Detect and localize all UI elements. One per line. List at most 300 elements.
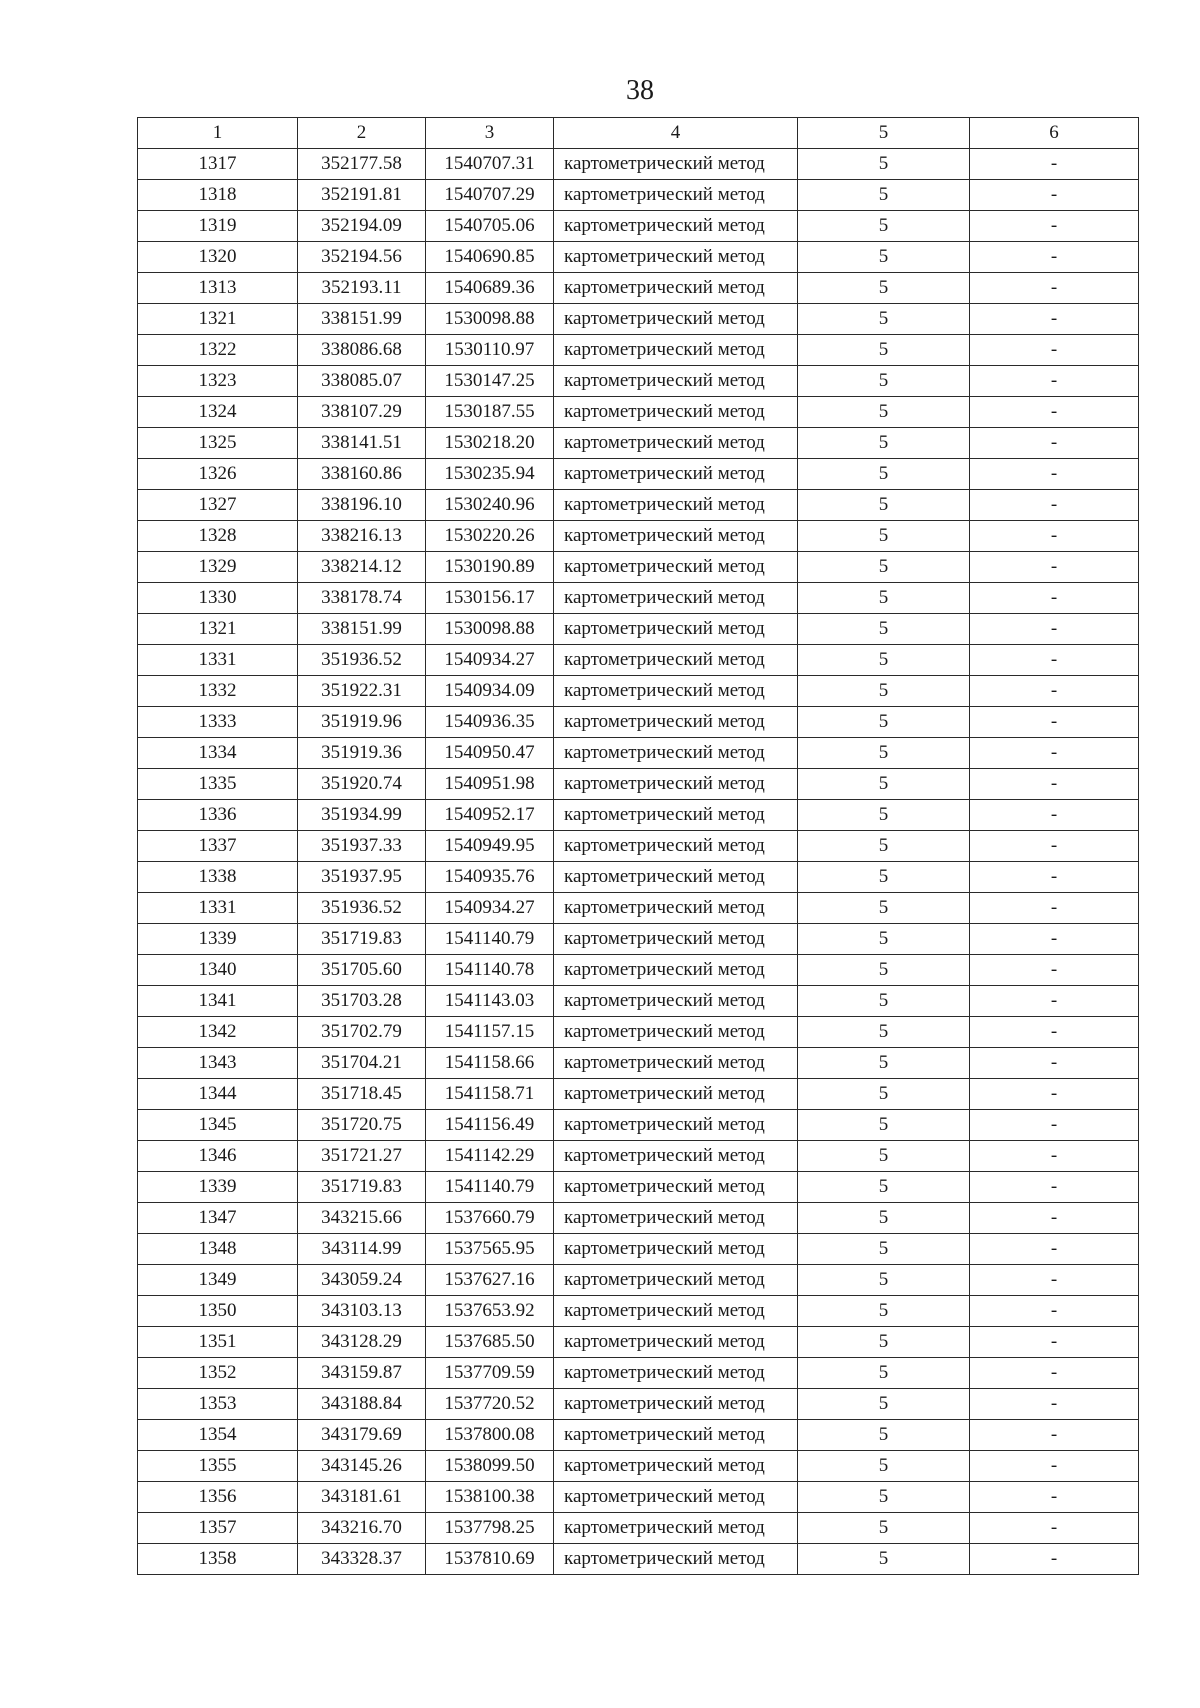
- x-coordinate-cell: 338160.86: [298, 459, 426, 490]
- point-number-cell: 1356: [138, 1482, 298, 1513]
- y-coordinate-cell: 1540935.76: [426, 862, 554, 893]
- description-cell: -: [970, 1017, 1139, 1048]
- description-cell: -: [970, 1327, 1139, 1358]
- x-coordinate-cell: 351920.74: [298, 769, 426, 800]
- table-row: [138, 1296, 1139, 1327]
- method-cell: картометрический метод: [554, 614, 798, 645]
- x-coordinate-cell: 351703.28: [298, 986, 426, 1017]
- y-coordinate-cell: 1537565.95: [426, 1234, 554, 1265]
- method-cell: картометрический метод: [554, 769, 798, 800]
- table-row: [138, 552, 1139, 583]
- method-cell: картометрический метод: [554, 645, 798, 676]
- y-coordinate-cell: 1540934.09: [426, 676, 554, 707]
- accuracy-cell: 5: [798, 521, 970, 552]
- point-number-cell: 1352: [138, 1358, 298, 1389]
- description-cell: -: [970, 862, 1139, 893]
- x-coordinate-cell: 343181.61: [298, 1482, 426, 1513]
- x-coordinate-cell: 338214.12: [298, 552, 426, 583]
- point-number-cell: 1358: [138, 1544, 298, 1575]
- table-row: [138, 1110, 1139, 1141]
- y-coordinate-cell: 1540936.35: [426, 707, 554, 738]
- method-cell: картометрический метод: [554, 459, 798, 490]
- description-cell: -: [970, 769, 1139, 800]
- accuracy-cell: 5: [798, 1141, 970, 1172]
- method-cell: картометрический метод: [554, 397, 798, 428]
- method-cell: картометрический метод: [554, 304, 798, 335]
- y-coordinate-cell: 1541158.66: [426, 1048, 554, 1079]
- point-number-cell: 1317: [138, 149, 298, 180]
- accuracy-cell: 5: [798, 738, 970, 769]
- method-cell: картометрический метод: [554, 583, 798, 614]
- point-number-cell: 1336: [138, 800, 298, 831]
- x-coordinate-cell: 351922.31: [298, 676, 426, 707]
- table-row: [138, 769, 1139, 800]
- y-coordinate-cell: 1540707.31: [426, 149, 554, 180]
- method-cell: картометрический метод: [554, 1420, 798, 1451]
- table-row: [138, 1420, 1139, 1451]
- page-number: 38: [626, 75, 654, 106]
- table-row: [138, 1513, 1139, 1544]
- accuracy-cell: 5: [798, 1203, 970, 1234]
- y-coordinate-cell: 1541156.49: [426, 1110, 554, 1141]
- method-cell: картометрический метод: [554, 676, 798, 707]
- x-coordinate-cell: 352193.11: [298, 273, 426, 304]
- description-cell: -: [970, 211, 1139, 242]
- table-row: [138, 490, 1139, 521]
- x-coordinate-cell: 343215.66: [298, 1203, 426, 1234]
- description-cell: -: [970, 924, 1139, 955]
- description-cell: -: [970, 800, 1139, 831]
- accuracy-cell: 5: [798, 1544, 970, 1575]
- method-cell: картометрический метод: [554, 707, 798, 738]
- point-number-cell: 1344: [138, 1079, 298, 1110]
- method-cell: картометрический метод: [554, 1234, 798, 1265]
- method-cell: картометрический метод: [554, 490, 798, 521]
- description-cell: -: [970, 242, 1139, 273]
- description-cell: -: [970, 986, 1139, 1017]
- point-number-cell: 1343: [138, 1048, 298, 1079]
- x-coordinate-cell: 351936.52: [298, 645, 426, 676]
- method-cell: картометрический метод: [554, 1513, 798, 1544]
- accuracy-cell: 5: [798, 676, 970, 707]
- method-cell: картометрический метод: [554, 986, 798, 1017]
- column-header: 1: [138, 118, 298, 149]
- accuracy-cell: 5: [798, 1017, 970, 1048]
- column-header: 2: [298, 118, 426, 149]
- table-row: [138, 1327, 1139, 1358]
- table-row: [138, 304, 1139, 335]
- description-cell: -: [970, 459, 1139, 490]
- point-number-cell: 1320: [138, 242, 298, 273]
- table-row: [138, 1141, 1139, 1172]
- accuracy-cell: 5: [798, 1358, 970, 1389]
- accuracy-cell: 5: [798, 335, 970, 366]
- point-number-cell: 1326: [138, 459, 298, 490]
- x-coordinate-cell: 352177.58: [298, 149, 426, 180]
- accuracy-cell: 5: [798, 1079, 970, 1110]
- description-cell: -: [970, 1482, 1139, 1513]
- accuracy-cell: 5: [798, 397, 970, 428]
- description-cell: -: [970, 335, 1139, 366]
- column-header: 6: [970, 118, 1139, 149]
- table-row: [138, 335, 1139, 366]
- method-cell: картометрический метод: [554, 335, 798, 366]
- description-cell: -: [970, 1234, 1139, 1265]
- description-cell: -: [970, 645, 1139, 676]
- point-number-cell: 1325: [138, 428, 298, 459]
- y-coordinate-cell: 1537685.50: [426, 1327, 554, 1358]
- y-coordinate-cell: 1530235.94: [426, 459, 554, 490]
- y-coordinate-cell: 1530098.88: [426, 304, 554, 335]
- x-coordinate-cell: 343188.84: [298, 1389, 426, 1420]
- accuracy-cell: 5: [798, 273, 970, 304]
- y-coordinate-cell: 1537798.25: [426, 1513, 554, 1544]
- y-coordinate-cell: 1540951.98: [426, 769, 554, 800]
- description-cell: -: [970, 1172, 1139, 1203]
- table-row: [138, 893, 1139, 924]
- y-coordinate-cell: 1530110.97: [426, 335, 554, 366]
- point-number-cell: 1330: [138, 583, 298, 614]
- y-coordinate-cell: 1530147.25: [426, 366, 554, 397]
- description-cell: -: [970, 738, 1139, 769]
- x-coordinate-cell: 343179.69: [298, 1420, 426, 1451]
- accuracy-cell: 5: [798, 1172, 970, 1203]
- accuracy-cell: 5: [798, 552, 970, 583]
- column-header: 4: [554, 118, 798, 149]
- accuracy-cell: 5: [798, 1296, 970, 1327]
- description-cell: -: [970, 1420, 1139, 1451]
- table-row: [138, 1389, 1139, 1420]
- description-cell: -: [970, 831, 1139, 862]
- point-number-cell: 1342: [138, 1017, 298, 1048]
- point-number-cell: 1313: [138, 273, 298, 304]
- y-coordinate-cell: 1540934.27: [426, 645, 554, 676]
- accuracy-cell: 5: [798, 645, 970, 676]
- point-number-cell: 1349: [138, 1265, 298, 1296]
- table-row: [138, 676, 1139, 707]
- accuracy-cell: 5: [798, 304, 970, 335]
- method-cell: картометрический метод: [554, 180, 798, 211]
- y-coordinate-cell: 1537660.79: [426, 1203, 554, 1234]
- x-coordinate-cell: 351720.75: [298, 1110, 426, 1141]
- point-number-cell: 1351: [138, 1327, 298, 1358]
- accuracy-cell: 5: [798, 1482, 970, 1513]
- description-cell: -: [970, 366, 1139, 397]
- table-row: [138, 211, 1139, 242]
- description-cell: -: [970, 304, 1139, 335]
- description-cell: -: [970, 1203, 1139, 1234]
- method-cell: картометрический метод: [554, 1110, 798, 1141]
- table-row: [138, 1203, 1139, 1234]
- x-coordinate-cell: 338151.99: [298, 614, 426, 645]
- accuracy-cell: 5: [798, 893, 970, 924]
- x-coordinate-cell: 338178.74: [298, 583, 426, 614]
- point-number-cell: 1348: [138, 1234, 298, 1265]
- x-coordinate-cell: 351721.27: [298, 1141, 426, 1172]
- point-number-cell: 1339: [138, 924, 298, 955]
- y-coordinate-cell: 1538100.38: [426, 1482, 554, 1513]
- description-cell: -: [970, 397, 1139, 428]
- accuracy-cell: 5: [798, 1327, 970, 1358]
- accuracy-cell: 5: [798, 1048, 970, 1079]
- point-number-cell: 1340: [138, 955, 298, 986]
- table-row: [138, 707, 1139, 738]
- method-cell: картометрический метод: [554, 552, 798, 583]
- table-row: [138, 1265, 1139, 1296]
- x-coordinate-cell: 343114.99: [298, 1234, 426, 1265]
- table-row: [138, 583, 1139, 614]
- description-cell: -: [970, 707, 1139, 738]
- y-coordinate-cell: 1530218.20: [426, 428, 554, 459]
- table-body: [138, 149, 1139, 1575]
- x-coordinate-cell: 351719.83: [298, 924, 426, 955]
- table-row: [138, 862, 1139, 893]
- point-number-cell: 1321: [138, 614, 298, 645]
- method-cell: картометрический метод: [554, 738, 798, 769]
- point-number-cell: 1333: [138, 707, 298, 738]
- y-coordinate-cell: 1540934.27: [426, 893, 554, 924]
- x-coordinate-cell: 351718.45: [298, 1079, 426, 1110]
- description-cell: -: [970, 1048, 1139, 1079]
- table-row: [138, 273, 1139, 304]
- point-number-cell: 1331: [138, 645, 298, 676]
- table-row: [138, 1017, 1139, 1048]
- point-number-cell: 1319: [138, 211, 298, 242]
- x-coordinate-cell: 343103.13: [298, 1296, 426, 1327]
- table-row: [138, 1234, 1139, 1265]
- accuracy-cell: 5: [798, 1110, 970, 1141]
- y-coordinate-cell: 1530187.55: [426, 397, 554, 428]
- y-coordinate-cell: 1541158.71: [426, 1079, 554, 1110]
- method-cell: картометрический метод: [554, 800, 798, 831]
- table-row: [138, 521, 1139, 552]
- accuracy-cell: 5: [798, 211, 970, 242]
- y-coordinate-cell: 1540952.17: [426, 800, 554, 831]
- accuracy-cell: 5: [798, 955, 970, 986]
- point-number-cell: 1347: [138, 1203, 298, 1234]
- x-coordinate-cell: 338141.51: [298, 428, 426, 459]
- x-coordinate-cell: 338107.29: [298, 397, 426, 428]
- point-number-cell: 1324: [138, 397, 298, 428]
- description-cell: -: [970, 1110, 1139, 1141]
- point-number-cell: 1332: [138, 676, 298, 707]
- y-coordinate-cell: 1540950.47: [426, 738, 554, 769]
- point-number-cell: 1322: [138, 335, 298, 366]
- x-coordinate-cell: 351704.21: [298, 1048, 426, 1079]
- table-row: [138, 955, 1139, 986]
- x-coordinate-cell: 351919.36: [298, 738, 426, 769]
- x-coordinate-cell: 343216.70: [298, 1513, 426, 1544]
- point-number-cell: 1341: [138, 986, 298, 1017]
- table-row: [138, 738, 1139, 769]
- method-cell: картометрический метод: [554, 1358, 798, 1389]
- table-row: [138, 800, 1139, 831]
- method-cell: картометрический метод: [554, 273, 798, 304]
- x-coordinate-cell: 351919.96: [298, 707, 426, 738]
- method-cell: картометрический метод: [554, 149, 798, 180]
- method-cell: картометрический метод: [554, 1482, 798, 1513]
- table-row: [138, 924, 1139, 955]
- y-coordinate-cell: 1540689.36: [426, 273, 554, 304]
- point-number-cell: 1353: [138, 1389, 298, 1420]
- point-number-cell: 1321: [138, 304, 298, 335]
- point-number-cell: 1334: [138, 738, 298, 769]
- y-coordinate-cell: 1537800.08: [426, 1420, 554, 1451]
- accuracy-cell: 5: [798, 1234, 970, 1265]
- table-row: [138, 1451, 1139, 1482]
- y-coordinate-cell: 1530190.89: [426, 552, 554, 583]
- y-coordinate-cell: 1541140.79: [426, 1172, 554, 1203]
- accuracy-cell: 5: [798, 1265, 970, 1296]
- point-number-cell: 1345: [138, 1110, 298, 1141]
- description-cell: -: [970, 521, 1139, 552]
- point-number-cell: 1335: [138, 769, 298, 800]
- accuracy-cell: 5: [798, 986, 970, 1017]
- y-coordinate-cell: 1537653.92: [426, 1296, 554, 1327]
- point-number-cell: 1346: [138, 1141, 298, 1172]
- method-cell: картометрический метод: [554, 1048, 798, 1079]
- column-header: 3: [426, 118, 554, 149]
- y-coordinate-cell: 1541157.15: [426, 1017, 554, 1048]
- accuracy-cell: 5: [798, 490, 970, 521]
- y-coordinate-cell: 1530156.17: [426, 583, 554, 614]
- table-row: [138, 1544, 1139, 1575]
- method-cell: картометрический метод: [554, 1141, 798, 1172]
- method-cell: картометрический метод: [554, 521, 798, 552]
- coordinates-table: [137, 117, 1139, 1575]
- column-header: 5: [798, 118, 970, 149]
- method-cell: картометрический метод: [554, 1544, 798, 1575]
- method-cell: картометрический метод: [554, 955, 798, 986]
- accuracy-cell: 5: [798, 924, 970, 955]
- x-coordinate-cell: 338086.68: [298, 335, 426, 366]
- x-coordinate-cell: 351937.95: [298, 862, 426, 893]
- description-cell: -: [970, 490, 1139, 521]
- x-coordinate-cell: 338216.13: [298, 521, 426, 552]
- point-number-cell: 1357: [138, 1513, 298, 1544]
- x-coordinate-cell: 352194.56: [298, 242, 426, 273]
- accuracy-cell: 5: [798, 242, 970, 273]
- method-cell: картометрический метод: [554, 242, 798, 273]
- table-row: [138, 428, 1139, 459]
- table-row: [138, 1048, 1139, 1079]
- method-cell: картометрический метод: [554, 862, 798, 893]
- method-cell: картометрический метод: [554, 428, 798, 459]
- y-coordinate-cell: 1537720.52: [426, 1389, 554, 1420]
- description-cell: -: [970, 1296, 1139, 1327]
- description-cell: -: [970, 614, 1139, 645]
- x-coordinate-cell: 338085.07: [298, 366, 426, 397]
- y-coordinate-cell: 1530220.26: [426, 521, 554, 552]
- method-cell: картометрический метод: [554, 1079, 798, 1110]
- table-row: [138, 1079, 1139, 1110]
- accuracy-cell: 5: [798, 831, 970, 862]
- method-cell: картометрический метод: [554, 1172, 798, 1203]
- table-row: [138, 149, 1139, 180]
- method-cell: картометрический метод: [554, 1265, 798, 1296]
- table-row: [138, 645, 1139, 676]
- description-cell: -: [970, 676, 1139, 707]
- description-cell: -: [970, 1265, 1139, 1296]
- y-coordinate-cell: 1538099.50: [426, 1451, 554, 1482]
- x-coordinate-cell: 351934.99: [298, 800, 426, 831]
- point-number-cell: 1323: [138, 366, 298, 397]
- description-cell: -: [970, 1451, 1139, 1482]
- description-cell: -: [970, 1544, 1139, 1575]
- x-coordinate-cell: 351937.33: [298, 831, 426, 862]
- method-cell: картометрический метод: [554, 1296, 798, 1327]
- method-cell: картометрический метод: [554, 1389, 798, 1420]
- description-cell: -: [970, 1358, 1139, 1389]
- point-number-cell: 1327: [138, 490, 298, 521]
- accuracy-cell: 5: [798, 583, 970, 614]
- accuracy-cell: 5: [798, 180, 970, 211]
- x-coordinate-cell: 343128.29: [298, 1327, 426, 1358]
- y-coordinate-cell: 1537709.59: [426, 1358, 554, 1389]
- y-coordinate-cell: 1541142.29: [426, 1141, 554, 1172]
- y-coordinate-cell: 1530240.96: [426, 490, 554, 521]
- accuracy-cell: 5: [798, 428, 970, 459]
- table-row: [138, 831, 1139, 862]
- accuracy-cell: 5: [798, 1389, 970, 1420]
- point-number-cell: 1355: [138, 1451, 298, 1482]
- method-cell: картометрический метод: [554, 366, 798, 397]
- accuracy-cell: 5: [798, 459, 970, 490]
- x-coordinate-cell: 351936.52: [298, 893, 426, 924]
- y-coordinate-cell: 1540707.29: [426, 180, 554, 211]
- method-cell: картометрический метод: [554, 1017, 798, 1048]
- point-number-cell: 1350: [138, 1296, 298, 1327]
- accuracy-cell: 5: [798, 1451, 970, 1482]
- table-header-row: [138, 118, 1139, 149]
- y-coordinate-cell: 1540690.85: [426, 242, 554, 273]
- x-coordinate-cell: 343145.26: [298, 1451, 426, 1482]
- description-cell: -: [970, 428, 1139, 459]
- point-number-cell: 1337: [138, 831, 298, 862]
- description-cell: -: [970, 180, 1139, 211]
- accuracy-cell: 5: [798, 800, 970, 831]
- table-row: [138, 986, 1139, 1017]
- x-coordinate-cell: 351702.79: [298, 1017, 426, 1048]
- x-coordinate-cell: 343159.87: [298, 1358, 426, 1389]
- description-cell: -: [970, 149, 1139, 180]
- description-cell: -: [970, 1389, 1139, 1420]
- x-coordinate-cell: 351719.83: [298, 1172, 426, 1203]
- point-number-cell: 1318: [138, 180, 298, 211]
- point-number-cell: 1354: [138, 1420, 298, 1451]
- y-coordinate-cell: 1530098.88: [426, 614, 554, 645]
- table-row: [138, 397, 1139, 428]
- table-row: [138, 242, 1139, 273]
- x-coordinate-cell: 338196.10: [298, 490, 426, 521]
- description-cell: -: [970, 552, 1139, 583]
- accuracy-cell: 5: [798, 149, 970, 180]
- accuracy-cell: 5: [798, 769, 970, 800]
- y-coordinate-cell: 1541143.03: [426, 986, 554, 1017]
- description-cell: -: [970, 1513, 1139, 1544]
- method-cell: картометрический метод: [554, 1451, 798, 1482]
- description-cell: -: [970, 273, 1139, 304]
- x-coordinate-cell: 351705.60: [298, 955, 426, 986]
- y-coordinate-cell: 1540949.95: [426, 831, 554, 862]
- method-cell: картометрический метод: [554, 893, 798, 924]
- description-cell: -: [970, 1079, 1139, 1110]
- method-cell: картометрический метод: [554, 1327, 798, 1358]
- description-cell: -: [970, 955, 1139, 986]
- x-coordinate-cell: 343059.24: [298, 1265, 426, 1296]
- point-number-cell: 1331: [138, 893, 298, 924]
- y-coordinate-cell: 1540705.06: [426, 211, 554, 242]
